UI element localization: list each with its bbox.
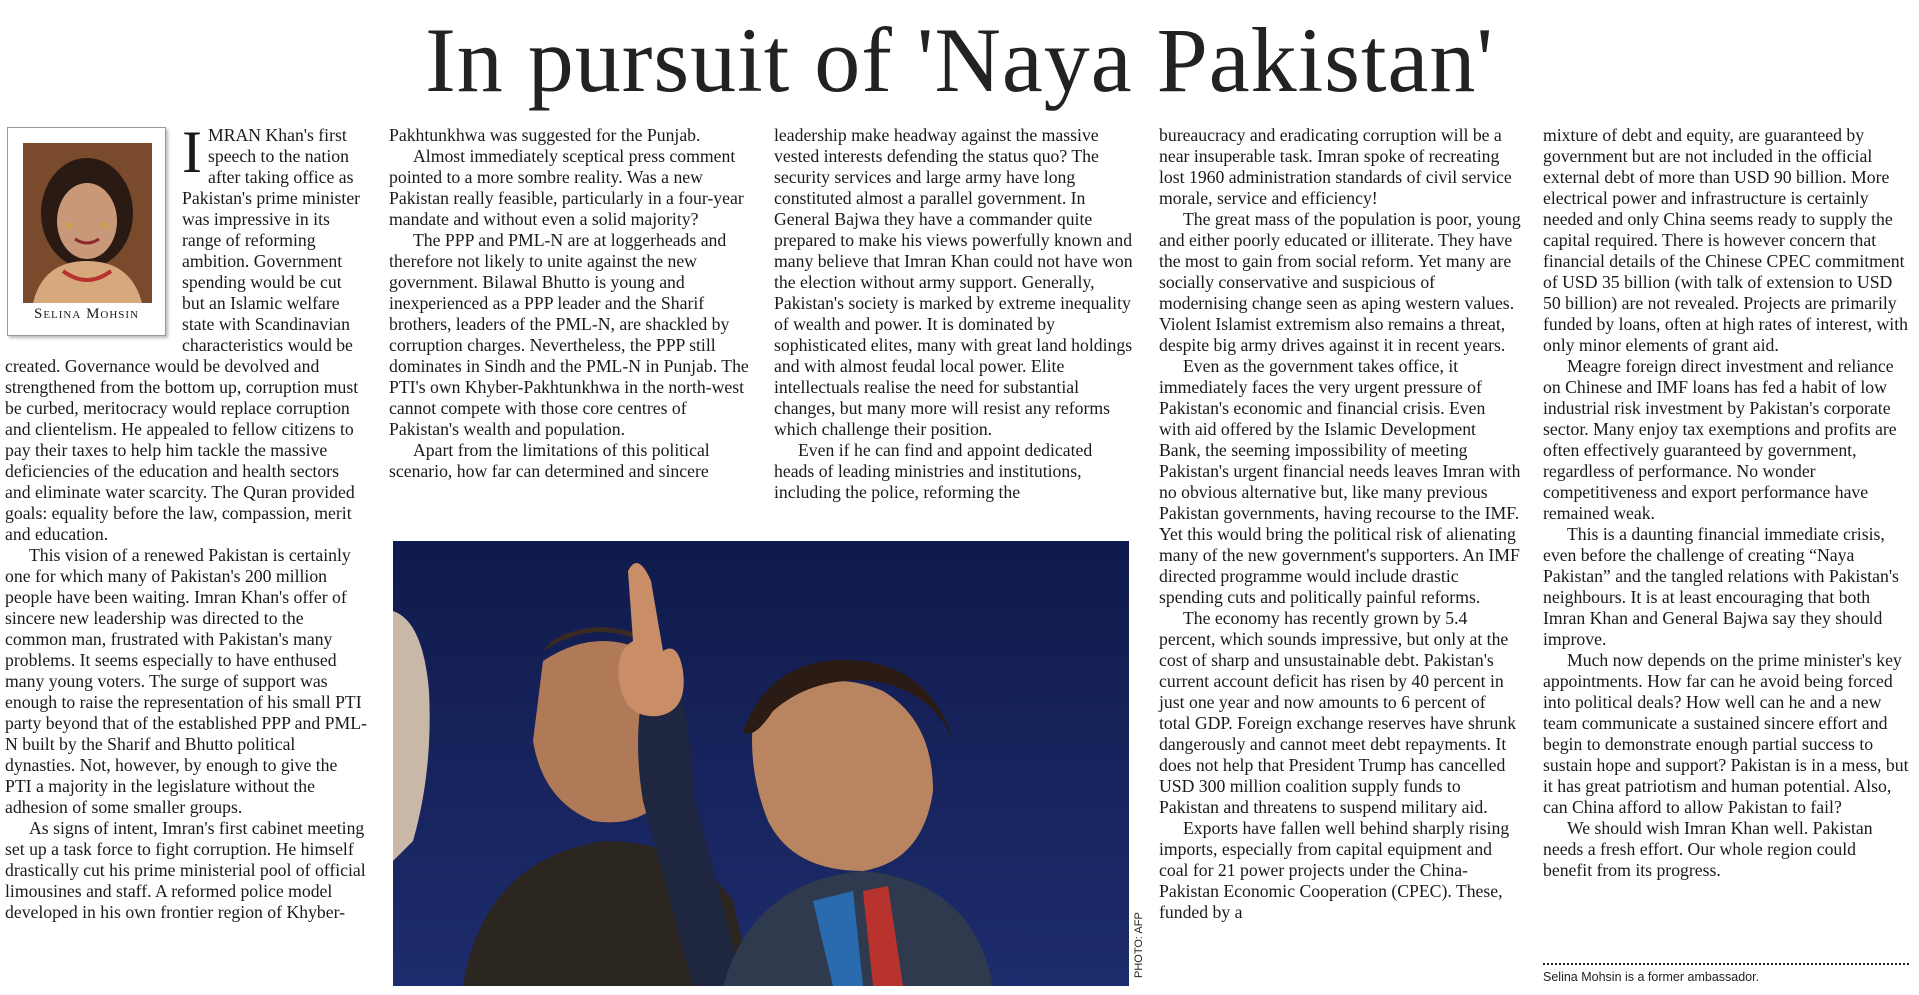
paragraph: Even if he can find and appoint dedicated heads of leading ministries and institutions, including the police, reforming the bbox=[774, 440, 1093, 502]
author-portrait-image bbox=[23, 143, 152, 303]
paragraph: The PPP and PML-N are at loggerheads and therefore not likely to unite against the new government. Bilawal Bhutto is young and inexperienced as a PPP leader and the Sharif brothers, leaders of the PML-N, are shackled by corruption charges. Nevertheless, the PPP still dominates in Sindh and the PML-N in Punjab. The PTI's own Khyber-Pakhtunkhwa in the north-west cannot compete with those core centres of Pakistan's wealth and population. bbox=[389, 230, 749, 439]
paragraph: leadership make headway against the massive vested interests defending the status quo? The security services and large army have long constituted almost a parallel government. In General Bajwa they have a commander quite prepared to make his views powerfully known and many believe that Imran Khan could not have won the election without army support. Generally, Pakistan's society is marked by extreme inequality of wealth and power. It is dominated by sophisticated elites, many with great land holdings and with almost feudal local power. Elite intellectuals realise the need for substantial changes, but many more will resist any reforms which challenge their position. bbox=[774, 125, 1133, 439]
paragraph: The economy has recently grown by 5.4 percent, which sounds impressive, but only at the cost of sharp and unsustainable debt. Pakistan's current account deficit has risen by 40 percent in just one year and now amounts to 6 percent of total GDP. Foreign exchange reserves have shrunk dangerously and cannot meet debt repayments. It does not help that President Trump has cancelled USD 300 million coalition supply funds to Pakistan and threatens to suspend military aid. bbox=[1159, 608, 1517, 817]
paragraph: bureaucracy and eradicating corruption will be a near insuperable task. Imran spoke of recreating lost 1960 administration standards of civil service morale, service and efficiency! bbox=[1159, 125, 1512, 208]
paragraph: Pakhtunkhwa was suggested for the Punjab. bbox=[389, 125, 701, 145]
drop-cap: I bbox=[182, 119, 202, 185]
news-photo-image bbox=[393, 541, 1129, 986]
paragraph: The great mass of the population is poor, young and either poorly educated or illiterate. They have the most to gain from social reform. Yet many are socially conservative and suspicious of modernising change seen as aping western values. Violent Islamist extremism also remains a threat, despite big army drives against it in recent years. bbox=[1159, 209, 1521, 355]
paragraph: Much now depends on the prime minister's key appointments. How far can he avoid being forced into political deals? How well can he and a new team communicate a sustained sincere effort and begin to demonstrate enough partial success to sustain hope and support? Pakistan is in a mess, but it has great patriotism and human potential. Also, can China afford to allow Pakistan to fail? bbox=[1543, 650, 1909, 817]
news-photo bbox=[393, 541, 1129, 986]
headline: In pursuit of 'Naya Pakistan' bbox=[425, 9, 1494, 111]
paragraph: IMRAN Khan's first speech to the nation after taking office as Pakistan's prime minister was impressive in its range of reforming ambition. Government spending would be cut but an Islamic welfare state with Scandinavian characteristics would be created. Governance would be devolved and strengthened from the bottom up, corruption must be curbed, meritocracy would replace corruption and clientelism. He appealed to fellow citizens to pay their taxes to help him tackle the massive deficiencies of the education and health sectors and eliminate water scarcity. The Quran provided goals: equality before the law, compassion, merit and education. bbox=[5, 119, 361, 544]
author-box bbox=[7, 127, 166, 336]
article-column-5 bbox=[1543, 125, 1909, 881]
footer-divider bbox=[1543, 963, 1909, 965]
paragraph: Meagre foreign direct investment and reliance on Chinese and IMF loans has fed a habit of low industrial risk investment by Pakistan's corporate sector. Many enjoy tax exemptions and profits are often effectively guaranteed by government, regardless of performance. No wonder competitiveness and export performance have remained weak. bbox=[1543, 356, 1897, 523]
photo-credit: PHOTO: AFP bbox=[1133, 912, 1145, 978]
paragraph: Exports have fallen well behind sharply rising imports, especially from capital equipment and coal for 21 power projects under the China-Pakistan Economic Cooperation (CPEC). These, funded by a bbox=[1159, 818, 1510, 922]
paragraph: mixture of debt and equity, are guaranteed by government but are not included in the official external debt of more than USD 90 billion. More electrical power and infrastructure is certainly needed and only China seems ready to supply the capital required. There is however concern that financial details of the Chinese CPEC commitment of USD 35 billion (with talk of extension to USD 50 billion) are not revealed. Projects are primarily funded by loans, often at high rates of interest, with only minor elements of grant aid. bbox=[1543, 125, 1908, 355]
paragraph: Apart from the limitations of this political scenario, how far can determined and sincere bbox=[389, 440, 710, 481]
paragraph: As signs of intent, Imran's first cabinet meeting set up a task force to fight corruption. He himself drastically cut his prime ministerial pool of official limousines and staff. A reformed police model developed in his own frontier region of Khyber- bbox=[5, 818, 366, 922]
author-name: Selina Mohsin bbox=[33, 306, 140, 322]
paragraph: Almost immediately sceptical press comment pointed to a more sombre reality. Was a new Pakistan really feasible, particularly in a four-year mandate and without even a solid majority? bbox=[389, 146, 744, 229]
article-column-3 bbox=[774, 125, 1136, 503]
paragraph: We should wish Imran Khan well. Pakistan needs a fresh effort. Our whole region could benefit from its progress. bbox=[1543, 818, 1873, 880]
author-photo bbox=[23, 143, 152, 303]
article-column-1 bbox=[5, 119, 367, 923]
article-column-2 bbox=[389, 125, 751, 482]
paragraph: Even as the government takes office, it immediately faces the very urgent pressure of Pakistan's economic and financial crisis. Even with aid offered by the Islamic Development Bank, the seeming impossibility of meeting Pakistan's urgent financial needs leaves Imran with no obvious alternative but, like many previous Pakistan governments, having recourse to the IMF. Yet this would bring the political risk of alienating many of the new government's supporters. An IMF directed programme would include drastic spending cuts and politically painful reforms. bbox=[1159, 356, 1521, 607]
paragraph: This vision of a renewed Pakistan is certainly one for which many of Pakistan's 200 million people have been waiting. Imran Khan's offer of sincere new leadership was directed to the common man, frustrated with Pakistan's many problems. It seems especially to have enthused many young voters. The surge of support was enough to raise the representation of his small PTI party beyond that of the established PPP and PML-N built by the Sharif and Bhutto political dynasties. Not, however, by enough to give the PTI a majority in the legislature without the adhesion of some smaller groups. bbox=[5, 545, 367, 817]
author-bio-note: Selina Mohsin is a former ambassador. bbox=[1543, 970, 1760, 984]
article-column-4 bbox=[1159, 125, 1521, 923]
paragraph: This is a daunting financial immediate crisis, even before the challenge of creating “Naya Pakistan” and the tangled relations with Pakistan's neighbours. It is at least encouraging that both Imran Khan and General Bajwa say they should improve. bbox=[1543, 524, 1899, 649]
